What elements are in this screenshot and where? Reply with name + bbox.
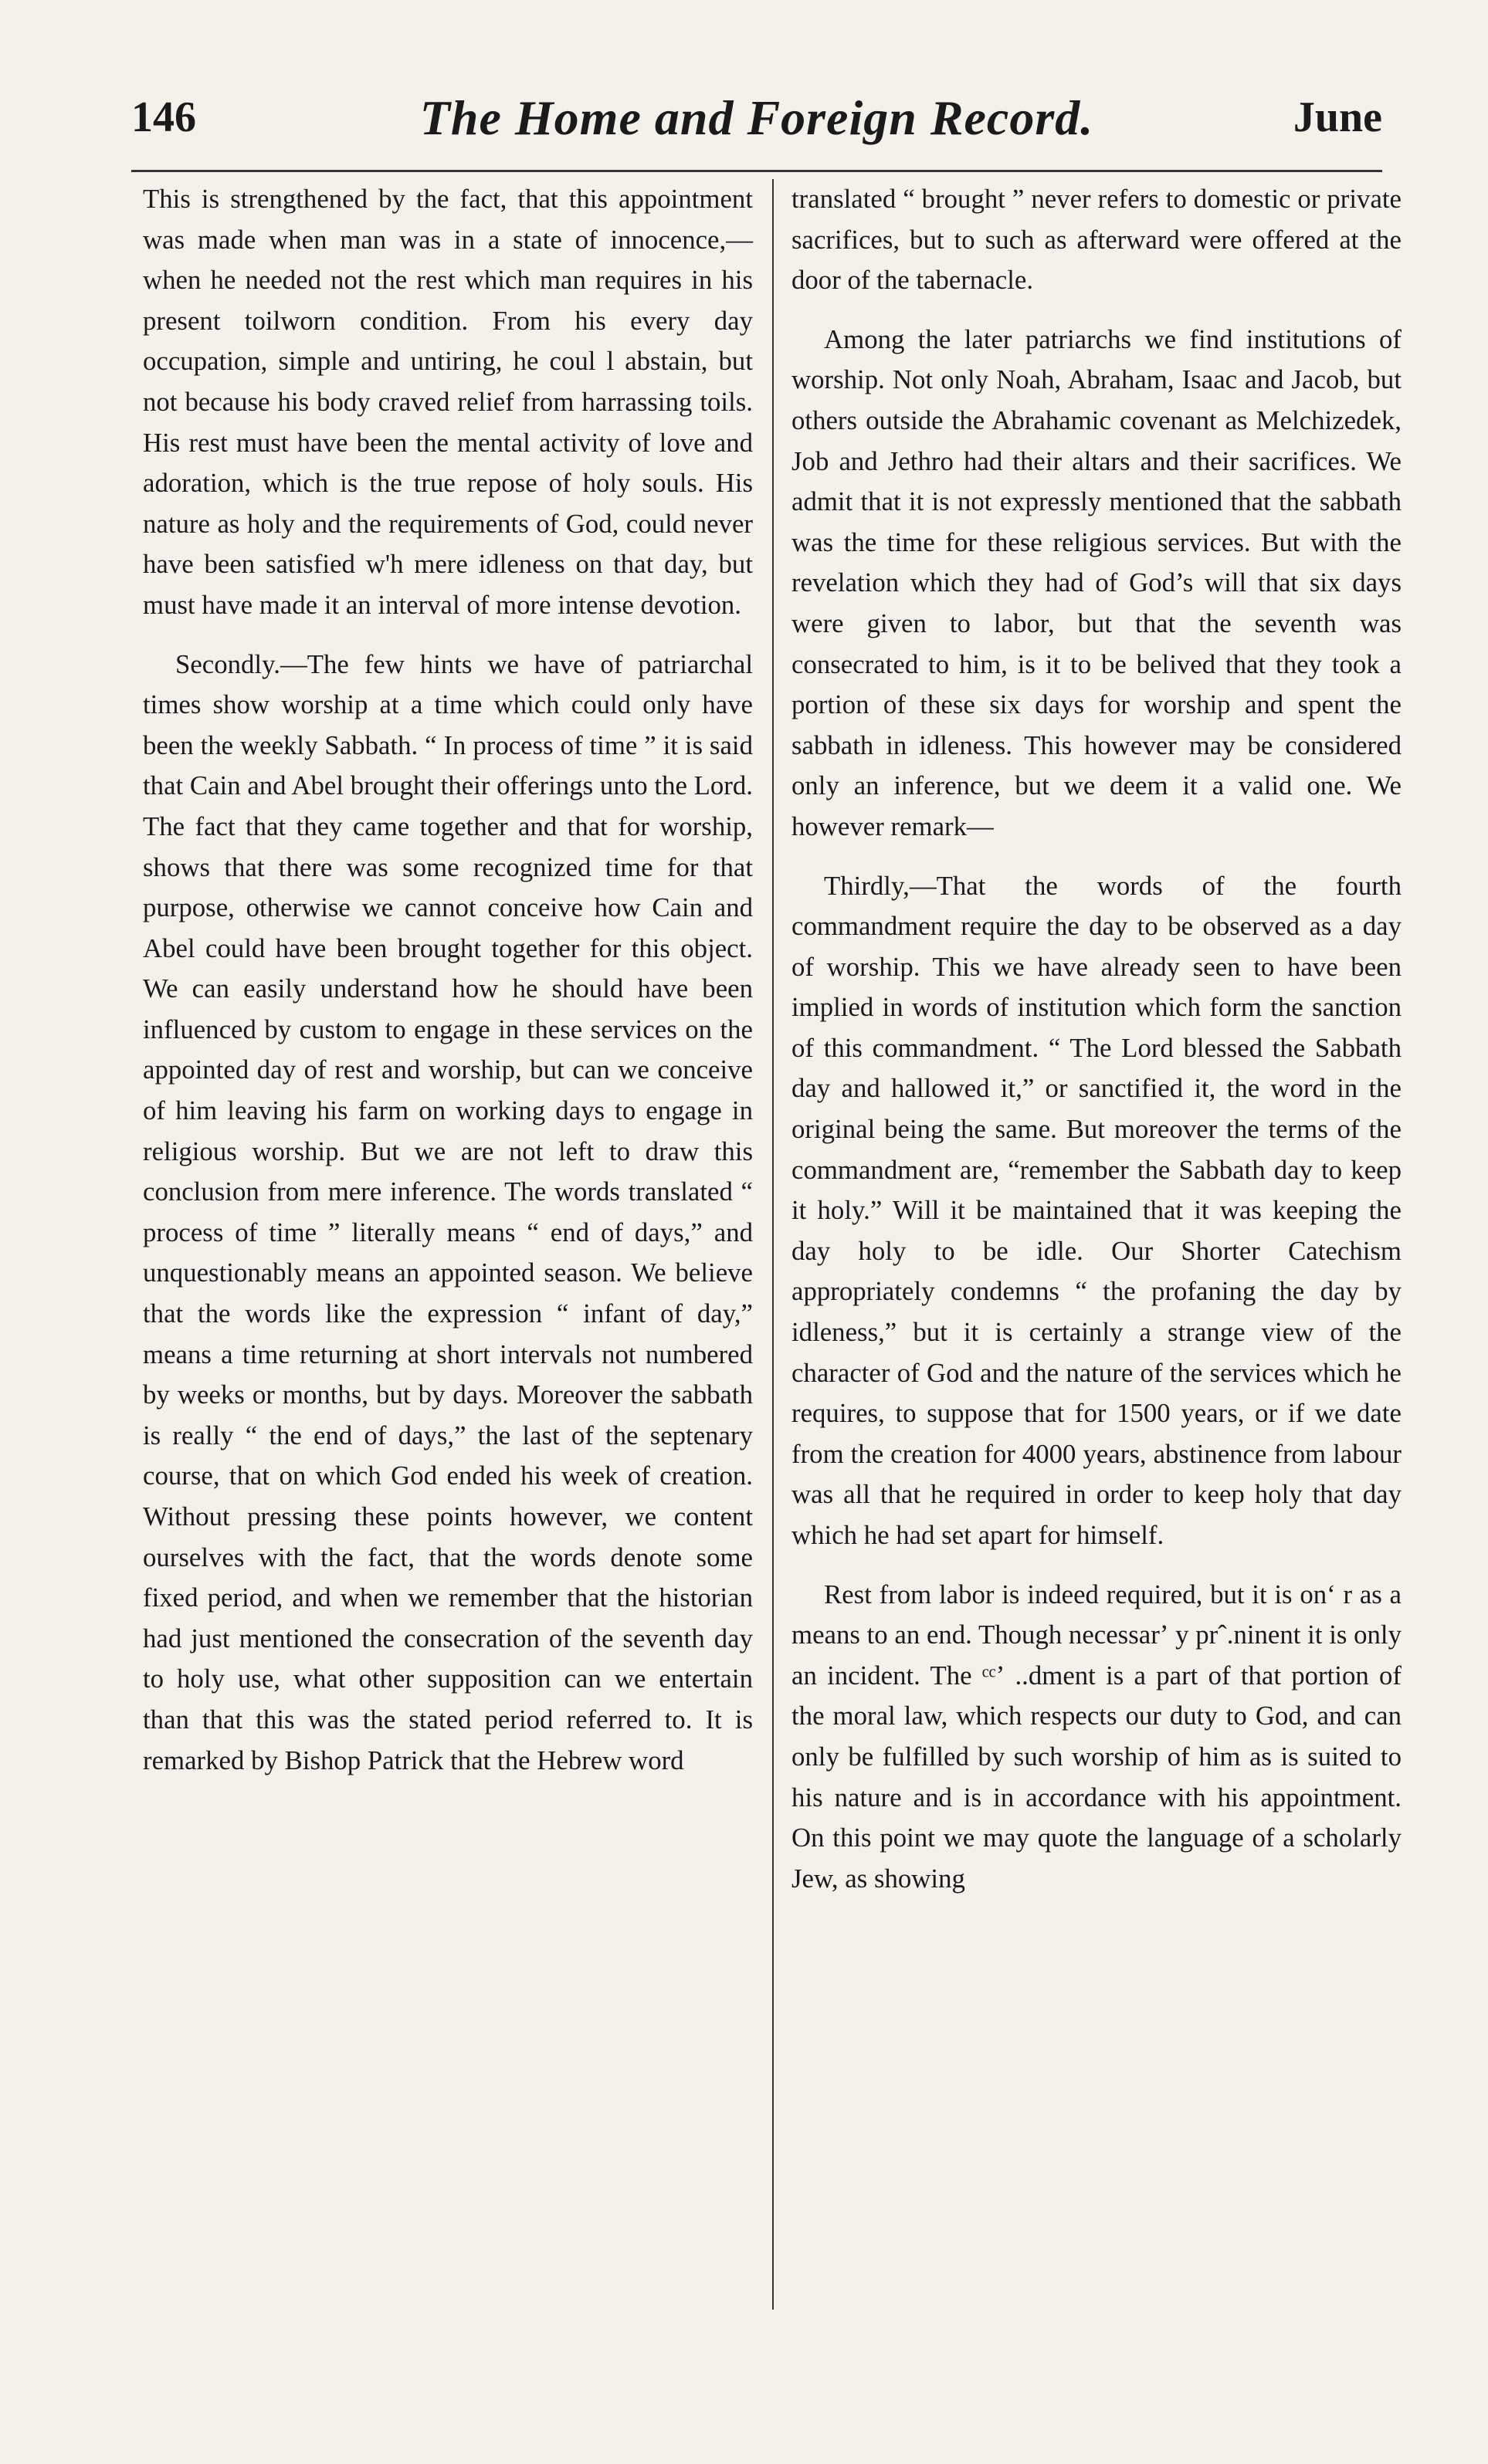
paragraph: Among the later patriarchs we find institutions of worship. Not only Noah, Abraham, Isaac and Jacob, but others outside the Abrahamic covenant as Melchizedek, Job and Jethro had their altars and their sacrifices. We admit that it is not expressly mentioned that the sabbath was the time for these religious services. But with the revelation which they had of God’s will that six days were given to labor, but that the seventh was consecrated to him, is it to be belived that they took a portion of these six days for worship and spent the sabbath in idleness. This however may be considered only an inference, but we deem it a valid one. We however remark— bbox=[791, 323, 1402, 841]
left-column bbox=[143, 179, 753, 1799]
page-header bbox=[131, 90, 1382, 162]
paragraph: translated “ brought ” never refers to domestic or private sacrifices, but to such as afterward were offered at the door of the tabernacle. bbox=[791, 184, 1402, 296]
running-title: The Home and Foreign Record. bbox=[419, 90, 1094, 145]
right-column bbox=[791, 179, 1402, 1917]
header-rule bbox=[131, 170, 1382, 172]
paragraph: Rest from labor is indeed required, but it is onʻ r as a means to an end. Though necessarʼ y prˆ.ninent it is only an incident. The ᶜᶜʼ ..dment is a part of that portion of the moral law, which respects our duty to God, and can only be fulfilled by such worship of him as is suited to his nature and is in accordance with his appointment. On this point we may quote the language of a scholarly Jew, as showing bbox=[791, 1579, 1402, 1894]
paragraph: Thirdly,—That the words of the fourth commandment require the day to be observed as a day of worship. This we have already seen to have been implied in words of institution which form the sanction of this commandment. “ The Lord blessed the Sabbath day and hallowed it,” or sanctified it, the word in the original being the same. But moreover the terms of the commandment are, “remember the Sabbath day to keep it holy.” Will it be maintained that it was keeping the day holy to be idle. Our Shorter Catechism appropriately condemns “ the profaning the day by idleness,” but it is certainly a strange view of the character of God and the nature of the services which he requires, to suppose that for 1500 years, or if we date from the creation for 4000 years, abstinence from labour was all that he required in order to keep holy that day which he had set apart for himself. bbox=[791, 870, 1402, 1550]
paragraph: Secondly.—The few hints we have of patriarchal times show worship at a time which could only have been the weekly Sabbath. “ In process of time ” it is said that Cain and Abel brought their offerings unto the Lord. The fact that they came together and that for worship, shows that there was some recognized time for that purpose, otherwise we cannot conceive how Cain and Abel could have been brought together for this object. We can easily understand how he should have been influenced by custom to engage in these services on the appointed day of rest and worship, but can we conceive of him leaving his farm on working days to engage in religious worship. But we are not left to draw this conclusion from mere inference. The words translated “ process of time ” literally means “ end of days,” and unquestionably means an appointed season. We believe that the words like the expression “ infant of day,” means a time returning at short intervals not numbered by weeks or months, but by days. Moreover the sabbath is really “ the end of days,” the last of the septenary course, that on which God ended his week of creation. Without pressing these points however, we content ourselves with the fact, that the words denote some fixed period, and when we remember that the historian had just mentioned the consecration of the seventh day to holy use, what other supposition can we entertain than that this was the stated period referred to. It is remarked by Bishop Patrick that the Hebrew word bbox=[143, 648, 753, 1775]
header-month: June bbox=[1293, 93, 1382, 141]
page-number: 146 bbox=[131, 93, 196, 141]
column-divider bbox=[772, 179, 774, 2310]
paragraph: This is strengthened by the fact, that this appointment was made when man was in a state of innocence,—when he needed not the rest which man requires in his present toilworn condition. From his every day occupation, simple and untiring, he coul l abstain, but not because his body craved relief from harrassing toils. His rest must have been the mental activity of love and adoration, which is the true repose of holy souls. His nature as holy and the requirements of God, could never have been satisfied w'h mere idleness on that day, but must have made it an interval of more intense devotion. bbox=[143, 184, 753, 620]
